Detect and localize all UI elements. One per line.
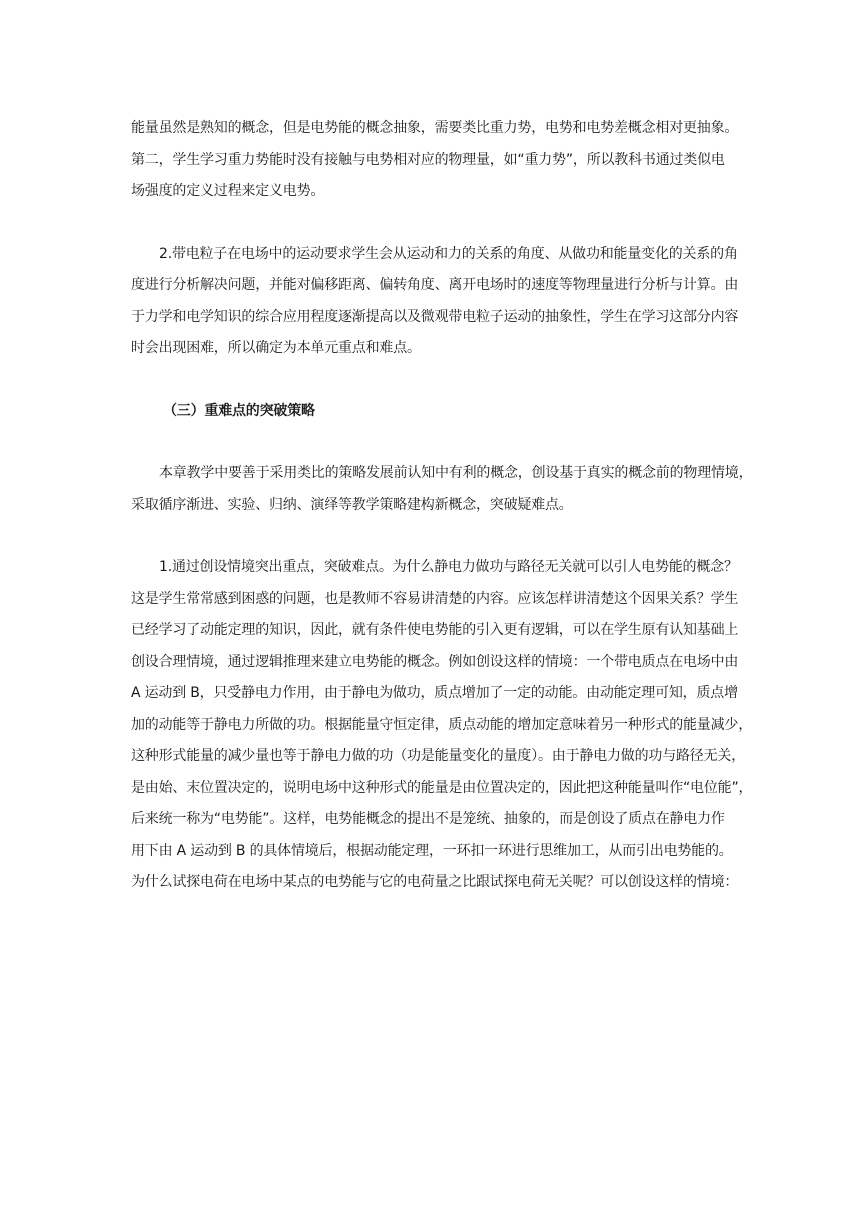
- paragraph-line: 加的动能等于静电力所做的功。根据能量守恒定律，质点动能的增加定意味着另一种形式的能量减少，: [131, 716, 752, 733]
- paragraph-line: 用下由 A 运动到 B 的具体情境后，根据动能定理，一环扣一环进行思维加工，从而引出电势能的。: [131, 842, 733, 859]
- document-body: [131, 113, 753, 899]
- paragraph-gap: [131, 427, 733, 458]
- paragraph-line: 为什么试探电荷在电场中某点的电势能与它的电荷量之比跟试探电荷无关呢？可以创设这样的情境：: [131, 874, 739, 890]
- paragraph-line: A 运动到 B，只受静电力作用，由于静电为做功，质点增加了一定的动能。由动能定理可知，质点增: [131, 685, 738, 701]
- paragraph-line: 1.通过创设情境突出重点，突破难点。为什么静电力做功与路径无关就可以引人电势能的概念？: [159, 559, 738, 575]
- paragraph-gap: [131, 521, 733, 552]
- paragraph-gap: [131, 365, 733, 396]
- paragraph-line: 本章教学中要善于采用类比的策略发展前认知中有利的概念，创设基于真实的概念前的物理情境，: [159, 465, 753, 481]
- paragraph-gap: [131, 208, 733, 239]
- paragraph-line: 2.带电粒子在电场中的运动要求学生会从运动和力的关系的角度、从做功和能量变化的关系的角: [159, 245, 738, 262]
- paragraph-line: 创设合理情境，通过逻辑推理来建立电势能的概念。例如创设这样的情境：一个带电质点在电场中由: [131, 653, 739, 670]
- paragraph-line: 第二，学生学习重力势能时没有接触与电势相对应的物理量，如“重力势”，所以教科书通过类似电: [131, 151, 725, 168]
- section-heading: （三）重难点的突破策略: [163, 402, 315, 419]
- paragraph-line: 时会出现困难，所以确定为本单元重点和难点。: [131, 340, 421, 356]
- paragraph-line: 度进行分析解决问题，并能对偏移距离、偏转角度、离开电场时的速度等物理量进行分析与计算。由: [131, 277, 739, 293]
- paragraph-line: 场强度的定义过程来定义电势。: [131, 183, 325, 199]
- paragraph-line: 能量虽然是熟知的概念，但是电势能的概念抽象，需要类比重力势，电势和电势差概念相对更抽象。: [131, 120, 739, 136]
- paragraph-line: 后来统一称为“电势能”。这样，电势能概念的提出不是笼统、抽象的，而是创设了质点在静电力作: [131, 811, 725, 827]
- paragraph-line: 于力学和电学知识的综合应用程度逐渐提高以及微观带电粒子运动的抽象性，学生在学习这部分内容: [131, 308, 739, 325]
- paragraph-line: 是由始、末位置决定的，说明电场中这种形式的能量是由位置决定的，因此把这种能量叫作“电位能”，: [131, 779, 753, 796]
- paragraph-line: 这是学生常常感到困惑的问题，也是教师不容易讲清楚的内容。应该怎样讲清楚这个因果关系？学生: [131, 590, 739, 607]
- paragraph-line: 已经学习了动能定理的知识，因此，就有条件使电势能的引入更有逻辑，可以在学生原有认知基础上: [131, 622, 739, 638]
- paragraph-line: 这种形式能量的减少量也等于静电力做的功（功是能量变化的量度）。由于静电力做的功与路径无关，: [131, 748, 745, 764]
- paragraph-line: 采取循序渐进、实验、归纳、演绎等教学策略建构新概念，突破疑难点。: [131, 496, 573, 513]
